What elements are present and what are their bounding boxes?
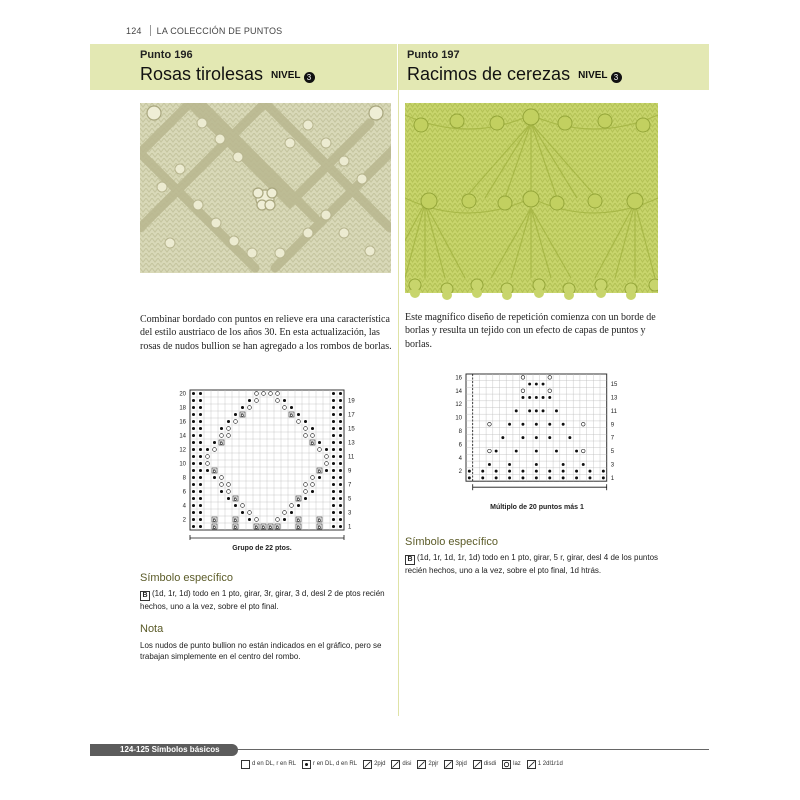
header-separator <box>150 25 151 36</box>
purl-stitch <box>339 441 342 444</box>
bobble-stitch-label: B <box>317 517 322 523</box>
purl-stitch <box>339 497 342 500</box>
purl-stitch <box>199 434 202 437</box>
purl-stitch <box>521 423 524 426</box>
row-number-odd: 1 <box>610 475 615 482</box>
purl-stitch <box>332 399 335 402</box>
purl-stitch <box>199 525 202 528</box>
purl-stitch <box>332 434 335 437</box>
purl-stitch <box>548 476 551 479</box>
purl-stitch <box>192 434 195 437</box>
purl-stitch <box>234 504 237 507</box>
purl-stitch <box>481 476 484 479</box>
purl-stitch <box>332 392 335 395</box>
purl-stitch <box>199 441 202 444</box>
purl-stitch <box>602 476 605 479</box>
purl-stitch <box>213 441 216 444</box>
right-title-text: Racimos de cerezas <box>407 64 571 84</box>
cable-icon <box>527 760 536 769</box>
row-number-even: 16 <box>179 419 186 426</box>
left-symbol-heading: Símbolo específico <box>140 572 233 584</box>
bobble-stitch-label: B <box>296 524 301 530</box>
purl-stitch <box>508 470 511 473</box>
bobble-stitch-label: B <box>212 468 217 474</box>
purl-stitch <box>548 470 551 473</box>
purl-stitch <box>588 476 591 479</box>
bobble-stitch-label: B <box>268 524 273 530</box>
purl-stitch <box>332 518 335 521</box>
purl-stitch <box>241 511 244 514</box>
purl-stitch <box>332 406 335 409</box>
row-number-odd: 7 <box>610 435 615 442</box>
purl-stitch <box>227 497 230 500</box>
purl-stitch <box>582 463 585 466</box>
purl-stitch <box>339 448 342 451</box>
purl-stitch <box>192 392 195 395</box>
purl-stitch <box>248 399 251 402</box>
legend-label: r en DL, d en RL <box>313 761 358 767</box>
purl-stitch <box>199 476 202 479</box>
row-number-odd: 3 <box>610 462 615 469</box>
row-number-odd: 19 <box>348 398 355 405</box>
bobble-stitch-label: B <box>212 517 217 523</box>
purl-stitch <box>248 518 251 521</box>
row-number-odd: 17 <box>348 412 355 419</box>
legend-item <box>502 760 521 769</box>
right-stitch-chart <box>436 372 636 500</box>
legend-item <box>473 760 496 769</box>
dot-square-icon <box>302 760 311 769</box>
purl-stitch <box>562 423 565 426</box>
legend-label: disdi <box>483 761 497 767</box>
purl-stitch <box>213 476 216 479</box>
purl-stitch <box>283 518 286 521</box>
purl-stitch <box>339 455 342 458</box>
row-number-even: 4 <box>458 455 462 462</box>
legend-label: 3pjd <box>455 761 467 767</box>
legend-label: laz <box>513 761 521 767</box>
row-number-odd: 11 <box>610 408 617 415</box>
purl-stitch <box>311 427 314 430</box>
row-number-even: 10 <box>455 415 462 422</box>
left-level-badge: 3 <box>304 72 315 83</box>
legend-item <box>302 760 357 769</box>
bobble-stitch-label: B <box>240 412 245 418</box>
right-level-badge: 3 <box>611 72 622 83</box>
purl-stitch <box>199 455 202 458</box>
purl-stitch <box>192 413 195 416</box>
purl-stitch <box>339 525 342 528</box>
purl-stitch <box>339 434 342 437</box>
purl-stitch <box>325 448 328 451</box>
purl-stitch <box>283 399 286 402</box>
purl-stitch <box>199 399 202 402</box>
purl-stitch <box>332 441 335 444</box>
purl-stitch <box>332 427 335 430</box>
purl-stitch <box>535 383 538 386</box>
symbol-legend <box>241 758 563 770</box>
row-number-even: 6 <box>182 489 186 496</box>
purl-stitch <box>508 476 511 479</box>
purl-stitch <box>199 511 202 514</box>
purl-stitch <box>332 469 335 472</box>
bobble-stitch-label: B <box>233 496 238 502</box>
row-number-even: 4 <box>182 503 186 510</box>
purl-stitch <box>495 450 498 453</box>
legend-item <box>241 760 296 769</box>
purl-stitch <box>528 383 531 386</box>
purl-stitch <box>192 476 195 479</box>
purl-stitch <box>332 448 335 451</box>
purl-stitch <box>562 463 565 466</box>
bobble-stitch-label: B <box>275 524 280 530</box>
row-number-even: 12 <box>179 447 186 454</box>
purl-stitch <box>521 396 524 399</box>
purl-stitch <box>555 450 558 453</box>
purl-stitch <box>199 497 202 500</box>
purl-stitch <box>535 436 538 439</box>
purl-stitch <box>241 406 244 409</box>
right-swatch-photo <box>405 103 658 301</box>
purl-stitch <box>575 470 578 473</box>
purl-stitch <box>192 511 195 514</box>
legend-item <box>527 760 563 769</box>
row-number-odd: 15 <box>610 382 618 389</box>
purl-stitch <box>332 497 335 500</box>
note-heading: Nota <box>140 623 164 635</box>
sk2p-icon <box>473 760 482 769</box>
purl-stitch <box>515 450 518 453</box>
purl-stitch <box>339 483 342 486</box>
purl-stitch <box>332 483 335 486</box>
purl-stitch <box>339 462 342 465</box>
legend-item <box>391 760 411 769</box>
purl-stitch <box>468 470 471 473</box>
right-stitch-number: Punto 197 <box>407 49 460 61</box>
left-level-label: NIVEL <box>271 70 301 81</box>
purl-stitch <box>521 470 524 473</box>
right-symbol-description <box>405 552 661 576</box>
footer-tab: 124-125 Símbolos básicos <box>90 744 238 756</box>
left-swatch-photo <box>140 103 391 273</box>
purl-stitch <box>535 409 538 412</box>
k3tog-icon <box>444 760 453 769</box>
purl-stitch <box>339 427 342 430</box>
purl-stitch <box>199 413 202 416</box>
purl-stitch <box>192 518 195 521</box>
right-symbol-text: (1d, 1r, 1d, 1r, 1d) todo en 1 pto, girar, 5 r, girar, desl 4 de los puntos recién hechos, uno a la vez, sobre el pto final, 1d htrás. <box>405 553 659 575</box>
bobble-stitch-label: B <box>219 440 224 446</box>
purl-stitch <box>199 504 202 507</box>
bobble-stitch-label: B <box>212 524 217 530</box>
purl-stitch <box>339 420 342 423</box>
purl-stitch <box>332 490 335 493</box>
row-number-even: 8 <box>458 428 462 435</box>
left-title-text: Rosas tirolesas <box>140 64 264 84</box>
ssk-icon <box>391 760 400 769</box>
right-stitch-title <box>407 64 622 85</box>
purl-stitch <box>339 511 342 514</box>
legend-item <box>363 760 385 769</box>
row-number-even: 8 <box>182 475 186 482</box>
purl-stitch <box>535 476 538 479</box>
row-number-odd: 3 <box>348 510 352 517</box>
running-header <box>126 25 282 36</box>
bobble-stitch-label: B <box>233 524 238 530</box>
purl-stitch <box>297 504 300 507</box>
purl-stitch <box>339 469 342 472</box>
bobble-stitch-label: B <box>296 517 301 523</box>
purl-stitch <box>575 476 578 479</box>
bobble-symbol-icon: B <box>140 591 150 601</box>
purl-stitch <box>481 470 484 473</box>
row-number-odd: 7 <box>348 482 352 489</box>
legend-label: 1 2dl1r1d <box>537 761 563 767</box>
note-text: Los nudos de punto bullion no están indicados en el gráfico, pero se trabajan simplemente en el centro del rombo. <box>140 641 382 661</box>
left-description: Combinar bordado con puntos en relieve era una característica del estilo austriaco de los años 30. En esta actualización, las rosas de nudos bullion se han agregado a los rombos de borlas. <box>140 314 392 352</box>
empty-square-icon <box>241 760 250 769</box>
purl-stitch <box>535 423 538 426</box>
purl-stitch <box>192 420 195 423</box>
purl-stitch <box>339 490 342 493</box>
row-number-even: 2 <box>458 469 462 476</box>
purl-stitch <box>332 420 335 423</box>
bobble-stitch-label: B <box>310 440 315 446</box>
legend-label: 2pjr <box>428 761 439 767</box>
purl-stitch <box>548 436 551 439</box>
row-number-even: 2 <box>182 517 186 524</box>
purl-stitch <box>199 406 202 409</box>
purl-stitch <box>192 497 195 500</box>
bobble-stitch-label: B <box>317 468 322 474</box>
row-number-odd: 11 <box>348 454 355 461</box>
purl-stitch <box>290 406 293 409</box>
purl-stitch <box>332 462 335 465</box>
column-divider <box>398 44 399 716</box>
purl-stitch <box>332 413 335 416</box>
purl-stitch <box>206 469 209 472</box>
legend-item <box>444 760 466 769</box>
bobble-stitch-label: B <box>296 496 301 502</box>
purl-stitch <box>227 420 230 423</box>
right-symbol-heading: Símbolo específico <box>405 536 498 548</box>
bobble-stitch-label: B <box>254 524 259 530</box>
purl-stitch <box>192 441 195 444</box>
purl-stitch <box>220 490 223 493</box>
purl-stitch <box>304 497 307 500</box>
section-title: LA COLECCIÓN DE PUNTOS <box>156 26 283 36</box>
row-number-even: 14 <box>179 433 186 440</box>
legend-label: d en DL, r en RL <box>252 761 297 767</box>
bobble-stitch-label: B <box>289 412 294 418</box>
purl-stitch <box>588 470 591 473</box>
purl-stitch <box>192 525 195 528</box>
purl-stitch <box>542 383 545 386</box>
purl-stitch <box>206 448 209 451</box>
row-number-even: 20 <box>179 391 186 398</box>
purl-stitch <box>332 504 335 507</box>
purl-stitch <box>339 406 342 409</box>
purl-stitch <box>192 462 195 465</box>
row-number-odd: 9 <box>610 422 615 429</box>
purl-stitch <box>562 476 565 479</box>
purl-stitch <box>508 423 511 426</box>
purl-stitch <box>495 470 498 473</box>
purl-stitch <box>468 476 471 479</box>
purl-stitch <box>495 476 498 479</box>
purl-stitch <box>521 476 524 479</box>
bobble-symbol-icon: B <box>405 555 415 565</box>
left-symbol-text: (1d, 1r, 1d) todo en 1 pto, girar, 3r, girar, 3 d, desl 2 de ptos recién hechos, uno a la vez, sobre el pto final. <box>140 589 385 611</box>
row-number-even: 16 <box>455 375 462 382</box>
purl-stitch <box>220 427 223 430</box>
left-stitch-title <box>140 64 315 85</box>
purl-stitch <box>602 470 605 473</box>
purl-stitch <box>297 413 300 416</box>
purl-stitch <box>199 469 202 472</box>
purl-stitch <box>332 511 335 514</box>
purl-stitch <box>562 470 565 473</box>
row-number-even: 6 <box>458 442 462 449</box>
bobble-stitch-label: B <box>317 524 322 530</box>
purl-stitch <box>234 413 237 416</box>
purl-stitch <box>192 490 195 493</box>
purl-stitch <box>332 525 335 528</box>
left-stitch-chart <box>170 388 370 540</box>
page-number: 124 <box>126 26 142 36</box>
purl-stitch <box>528 396 531 399</box>
purl-stitch <box>488 463 491 466</box>
purl-stitch <box>339 413 342 416</box>
purl-stitch <box>535 463 538 466</box>
bobble-stitch-label: B <box>233 517 238 523</box>
k2tog-icon <box>363 760 372 769</box>
purl-stitch <box>199 448 202 451</box>
row-number-odd: 5 <box>610 449 615 456</box>
left-chart-caption: Grupo de 22 ptos. <box>232 545 292 552</box>
legend-label: disi <box>402 761 412 767</box>
purl-stitch <box>575 450 578 453</box>
row-number-even: 14 <box>455 388 462 395</box>
purl-stitch <box>199 420 202 423</box>
purl-stitch <box>199 483 202 486</box>
left-symbol-description <box>140 588 390 612</box>
purl-stitch <box>548 396 551 399</box>
right-chart-caption: Múltiplo de 20 puntos más 1 <box>490 504 584 511</box>
purl-stitch <box>515 409 518 412</box>
purl-stitch <box>339 518 342 521</box>
legend-item <box>417 760 438 769</box>
purl-stitch <box>318 476 321 479</box>
row-number-even: 18 <box>179 405 186 412</box>
purl-stitch <box>339 476 342 479</box>
purl-stitch <box>339 504 342 507</box>
row-number-even: 10 <box>179 461 186 468</box>
purl-stitch <box>339 392 342 395</box>
legend-label: 2pjd <box>374 761 386 767</box>
right-title-band <box>399 44 709 90</box>
row-number-odd: 1 <box>348 524 352 531</box>
purl-stitch <box>311 490 314 493</box>
purl-stitch <box>555 409 558 412</box>
purl-stitch <box>332 476 335 479</box>
purl-stitch <box>304 420 307 423</box>
row-number-odd: 15 <box>348 426 355 433</box>
purl-stitch <box>535 396 538 399</box>
purl-stitch <box>528 409 531 412</box>
purl-stitch <box>548 423 551 426</box>
row-number-odd: 5 <box>348 496 352 503</box>
purl-stitch <box>192 399 195 402</box>
purl-stitch <box>199 392 202 395</box>
row-number-even: 12 <box>455 402 462 409</box>
purl-stitch <box>318 441 321 444</box>
purl-stitch <box>521 436 524 439</box>
row-number-odd: 13 <box>610 395 618 402</box>
purl-stitch <box>542 409 545 412</box>
yarn-over-icon <box>502 760 511 769</box>
purl-stitch <box>199 518 202 521</box>
purl-stitch <box>192 483 195 486</box>
right-level-label: NIVEL <box>578 70 608 81</box>
purl-stitch <box>290 511 293 514</box>
purl-stitch <box>501 436 504 439</box>
purl-stitch <box>192 455 195 458</box>
left-title-band <box>90 44 397 90</box>
purl-stitch <box>192 504 195 507</box>
purl-stitch <box>542 396 545 399</box>
purl-stitch <box>199 490 202 493</box>
row-number-odd: 13 <box>348 440 355 447</box>
purl-stitch <box>199 427 202 430</box>
purl-stitch <box>192 406 195 409</box>
purl-stitch <box>192 427 195 430</box>
p2tog-icon <box>417 760 426 769</box>
row-number-odd: 9 <box>348 468 352 475</box>
right-description: Este magnífico diseño de repetición comienza con un borde de borlas y resulta un tejido con un efecto de capas de puntos y borlas. <box>405 312 656 350</box>
purl-stitch <box>339 399 342 402</box>
purl-stitch <box>535 450 538 453</box>
left-stitch-number: Punto 196 <box>140 49 193 61</box>
purl-stitch <box>535 470 538 473</box>
bobble-stitch-label: B <box>261 524 266 530</box>
purl-stitch <box>568 436 571 439</box>
purl-stitch <box>325 469 328 472</box>
purl-stitch <box>332 455 335 458</box>
purl-stitch <box>192 469 195 472</box>
purl-stitch <box>192 448 195 451</box>
purl-stitch <box>199 462 202 465</box>
purl-stitch <box>508 463 511 466</box>
